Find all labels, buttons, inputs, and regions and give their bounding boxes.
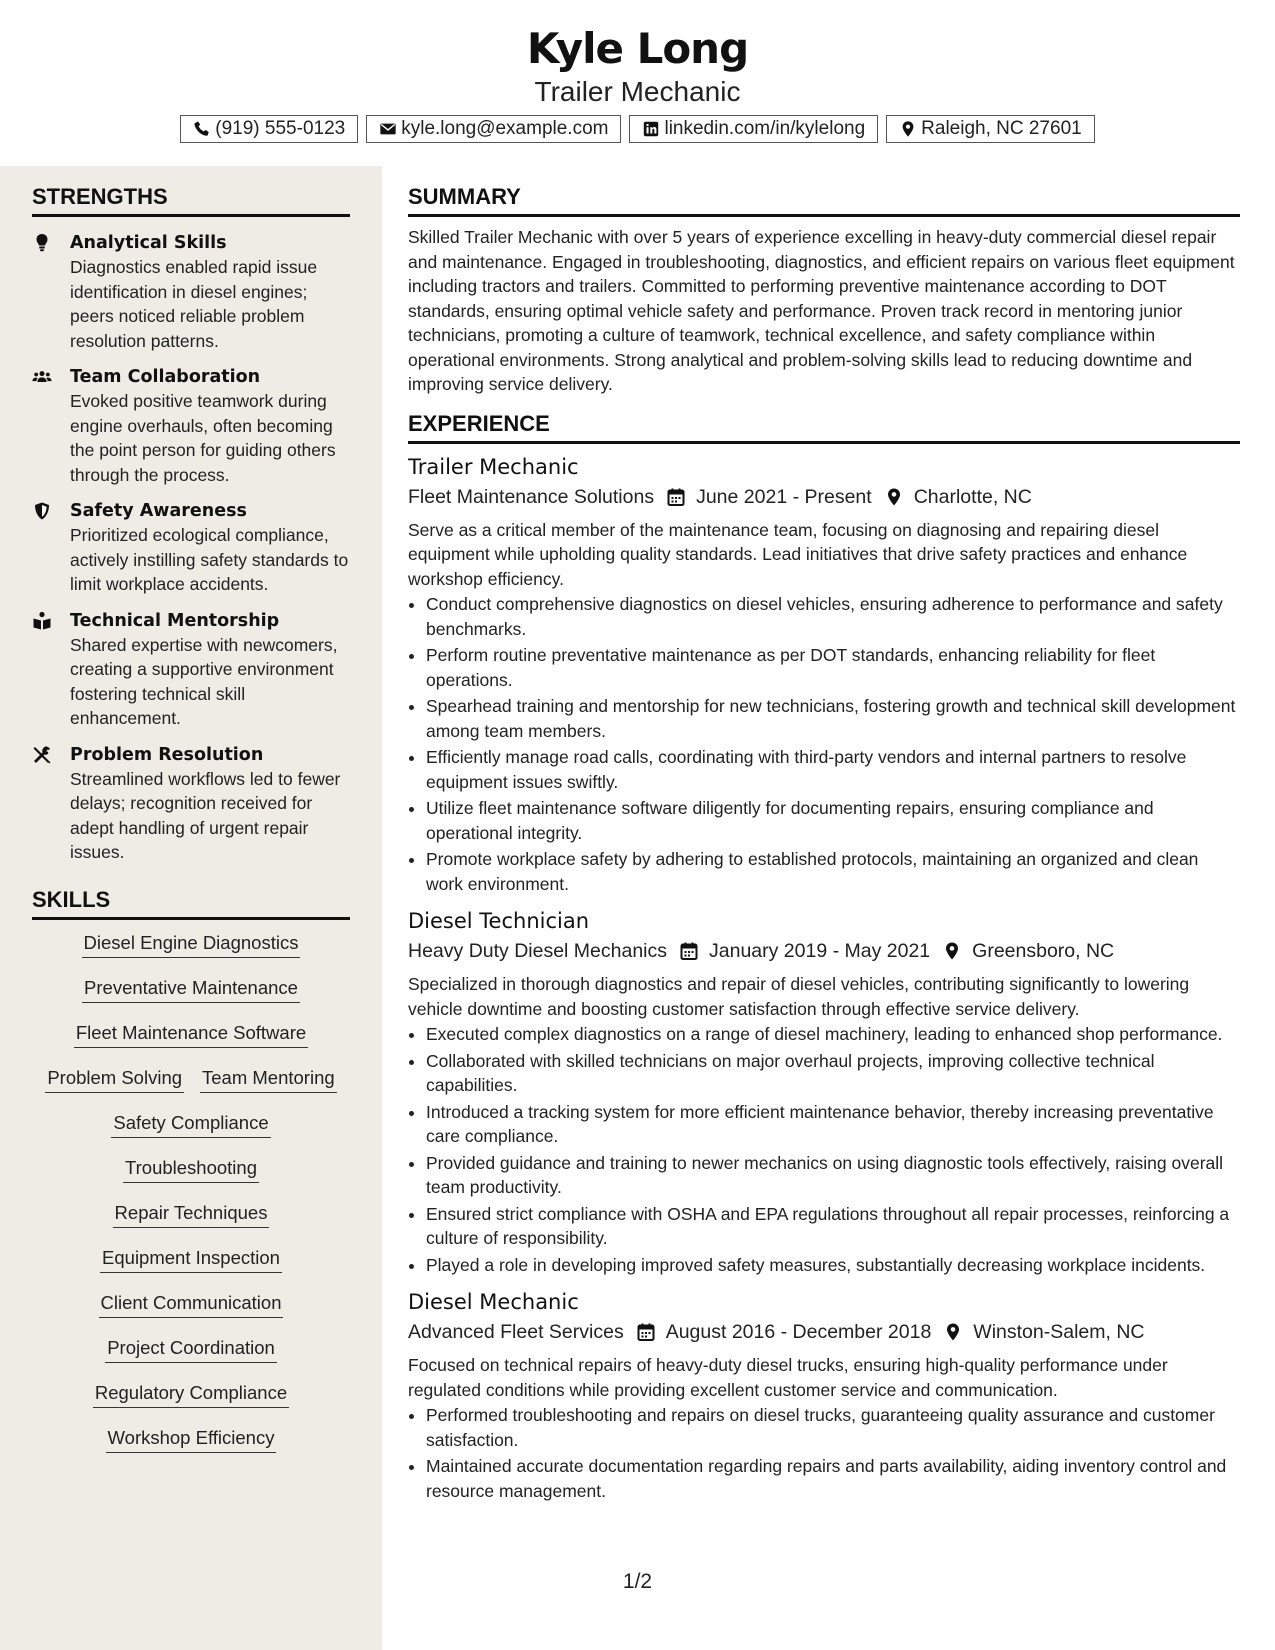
skills-row: [32, 1067, 350, 1112]
job-meta: [408, 482, 1240, 512]
job-bullet: • Conduct comprehensive diagnostics on diesel vehicles, ensuring adherence to performance and safety benchmarks.: [426, 592, 1240, 641]
job-description: Focused on technical repairs of heavy-duty diesel trucks, ensuring high-quality performance under regulated conditions while providing excellent customer service and communication.: [408, 1355, 1168, 1400]
strength-title: Technical Mentorship: [70, 610, 280, 631]
phone-icon: [193, 120, 211, 138]
skill-tag: Troubleshooting: [123, 1157, 259, 1183]
strength-item: [32, 609, 350, 731]
skills-row: [32, 1157, 350, 1202]
strength-item: [32, 365, 350, 487]
strength-description: Evoked positive teamwork during engine overhauls, often becoming the point person for guiding others through the process.: [70, 391, 336, 485]
skill-tag: Client Communication: [99, 1292, 284, 1318]
experience-section: [408, 411, 1240, 1504]
job-bullet: • Utilize fleet maintenance software diligently for documenting repairs, ensuring compliance and operational integrity.: [426, 796, 1240, 845]
skills-heading: SKILLS: [32, 887, 350, 920]
job-bullets: [408, 1403, 1240, 1503]
job-bullets: [408, 1022, 1240, 1277]
job-bullet: • Ensured strict compliance with OSHA and EPA regulations throughout all repair processes, reinforcing a culture of responsibility.: [426, 1202, 1240, 1251]
job-bullet: • Executed complex diagnostics on a range of diesel machinery, leading to enhanced shop performance.: [426, 1022, 1240, 1047]
skills-row: [32, 1247, 350, 1292]
contact-linkedin[interactable]: [629, 115, 878, 143]
job-bullet: • Played a role in developing improved safety measures, substantially decreasing workplace incidents.: [426, 1253, 1240, 1278]
contact-location[interactable]: [886, 115, 1095, 143]
job-bullet: • Provided guidance and training to newer mechanics on using diagnostic tools effectively, raising overall team productivity.: [426, 1151, 1240, 1200]
job-title: Trailer Mechanic: [408, 454, 579, 479]
skills-list: [32, 932, 350, 1472]
strength-item: [32, 499, 350, 597]
skills-row: [32, 932, 350, 977]
lightbulb-icon: [32, 233, 52, 253]
linkedin-icon: [642, 120, 660, 138]
job-meta: [408, 936, 1240, 966]
job-company: Heavy Duty Diesel Mechanics: [408, 940, 668, 962]
sidebar: [0, 166, 382, 1650]
strength-title: Analytical Skills: [70, 233, 227, 253]
map-pin-icon: [884, 487, 904, 507]
main-content: [408, 166, 1240, 1505]
job-bullet: • Maintained accurate documentation regarding repairs and parts availability, aiding inventory control and resource management.: [426, 1454, 1240, 1503]
candidate-name: Kyle Long: [526, 24, 749, 73]
map-pin-icon: [899, 120, 917, 138]
skill-tag: Team Mentoring: [200, 1067, 337, 1093]
calendar-icon: [636, 1322, 656, 1342]
job-description: Specialized in thorough diagnostics and repair of diesel vehicles, contributing significantly to lowering vehicle downtime and boosting customer satisfaction through effective service delivery.: [408, 974, 1190, 1019]
job-description: Serve as a critical member of the maintenance team, focusing on diagnosing and repairing diesel equipment while upholding quality standards. Lead initiatives that drive safety practices and enhance workshop efficiency.: [408, 519, 1188, 589]
resume-header: [0, 0, 1275, 166]
skill-tag: Diesel Engine Diagnostics: [82, 932, 301, 958]
contact-location-text: Raleigh, NC 27601: [921, 118, 1082, 139]
strength-description: Streamlined workflows led to fewer delays; recognition received for adept handling of urgent repair issues.: [70, 768, 341, 862]
job-bullet: • Introduced a tracking system for more efficient maintenance behavior, thereby increasing preventative care compliance.: [426, 1100, 1240, 1149]
contact-email[interactable]: [366, 115, 621, 143]
strength-item: [32, 743, 350, 865]
contact-phone[interactable]: [180, 115, 358, 143]
skill-tag: Problem Solving: [45, 1067, 184, 1093]
job-title: Diesel Mechanic: [408, 1290, 579, 1314]
job-entry: [408, 452, 1240, 897]
strength-title: Problem Resolution: [70, 744, 264, 765]
job-dates: June 2021 - Present: [696, 485, 872, 508]
map-pin-icon: [942, 941, 962, 961]
strengths-heading: STRENGTHS: [32, 184, 350, 217]
job-dates: January 2019 - May 2021: [709, 940, 931, 962]
skills-row: [32, 1112, 350, 1157]
job-bullet: • Collaborated with skilled technicians on major overhaul projects, improving collective technical capabilities.: [426, 1049, 1240, 1098]
job-bullet: • Efficiently manage road calls, coordinating with third-party vendors and internal partners to resolve equipment issues swiftly.: [426, 745, 1240, 794]
skills-row: [32, 1292, 350, 1337]
skills-row: [32, 1382, 350, 1427]
skills-row: [32, 977, 350, 1022]
skill-tag: Preventative Maintenance: [82, 977, 300, 1003]
skill-tag: Project Coordination: [105, 1337, 277, 1363]
strength-description: Prioritized ecological compliance, actively instilling safety standards to limit workplace accidents.: [70, 525, 349, 594]
strength-item: [32, 231, 350, 353]
strength-title: Team Collaboration: [70, 367, 261, 387]
experience-heading: EXPERIENCE: [408, 411, 1240, 444]
skills-row: [32, 1022, 350, 1067]
skill-tag: Equipment Inspection: [100, 1247, 282, 1273]
candidate-title: Trailer Mechanic: [534, 76, 741, 107]
contact-linkedin-text: linkedin.com/in/kylelong: [664, 118, 866, 139]
calendar-icon: [679, 941, 699, 961]
skill-tag: Safety Compliance: [111, 1112, 270, 1138]
users-icon: [32, 367, 52, 387]
summary-heading: SUMMARY: [408, 184, 1240, 217]
shield-icon: [32, 501, 52, 521]
contact-phone-text: (919) 555-0123: [215, 118, 346, 139]
skill-tag: Repair Techniques: [113, 1202, 270, 1228]
job-location: Greensboro, NC: [972, 940, 1115, 962]
job-location: Charlotte, NC: [913, 485, 1032, 508]
job-company: Advanced Fleet Services: [408, 1321, 624, 1343]
job-location: Winston-Salem, NC: [973, 1321, 1145, 1343]
job-bullet: • Performed troubleshooting and repairs on diesel trucks, guaranteeing quality assurance and customer satisfaction.: [426, 1403, 1240, 1452]
strength-title: Safety Awareness: [70, 501, 247, 521]
skills-row: [32, 1337, 350, 1382]
map-pin-icon: [943, 1322, 963, 1342]
job-bullet: • Promote workplace safety by adhering to established protocols, maintaining an organized and clean work environment.: [426, 847, 1240, 896]
job-meta: [408, 1317, 1240, 1347]
contact-email-text: kyle.long@example.com: [401, 118, 609, 139]
skills-row: [32, 1202, 350, 1247]
job-company: Fleet Maintenance Solutions: [408, 485, 655, 508]
job-bullet: • Spearhead training and mentorship for new technicians, fostering growth and technical skill development among team members.: [426, 694, 1240, 743]
job-title: Diesel Technician: [408, 909, 590, 933]
skills-row: [32, 1427, 350, 1472]
summary-text: Skilled Trailer Mechanic with over 5 years of experience excelling in heavy-duty commercial diesel repair and maintenance. Engaged in troubleshooting, diagnostics, and efficient repairs on various fleet equipment including tractors and trailers. Committed to performing preventive maintenance according to DOT standards, ensuring optimal vehicle safety and performance. Proven track record in mentoring junior technicians, promoting a culture of teamwork, technical excellence, and safety compliance within operational environments. Strong analytical and problem-solving skills lead to reducing downtime and improving service delivery.: [408, 227, 1235, 394]
job-dates: August 2016 - December 2018: [665, 1321, 932, 1343]
job-bullets: [408, 592, 1240, 896]
skill-tag: Workshop Efficiency: [106, 1427, 277, 1453]
contact-bar: [0, 115, 1275, 143]
strength-description: Shared expertise with newcomers, creating a supportive environment fostering technical skill enhancement.: [70, 634, 338, 728]
job-entry: [408, 1287, 1240, 1503]
page-number: 1/2: [622, 1570, 653, 1593]
book-reader-icon: [32, 611, 52, 631]
calendar-icon: [666, 487, 686, 507]
skill-tag: Fleet Maintenance Software: [74, 1022, 308, 1048]
envelope-icon: [379, 120, 397, 138]
strength-description: Diagnostics enabled rapid issue identification in diesel engines; peers noticed reliable problem resolution patterns.: [70, 257, 318, 351]
job-bullet: • Perform routine preventative maintenance as per DOT standards, enhancing reliability for fleet operations.: [426, 643, 1240, 692]
skill-tag: Regulatory Compliance: [93, 1382, 289, 1408]
summary-section: [408, 184, 1240, 397]
job-entry: [408, 906, 1240, 1277]
tools-icon: [32, 745, 52, 765]
